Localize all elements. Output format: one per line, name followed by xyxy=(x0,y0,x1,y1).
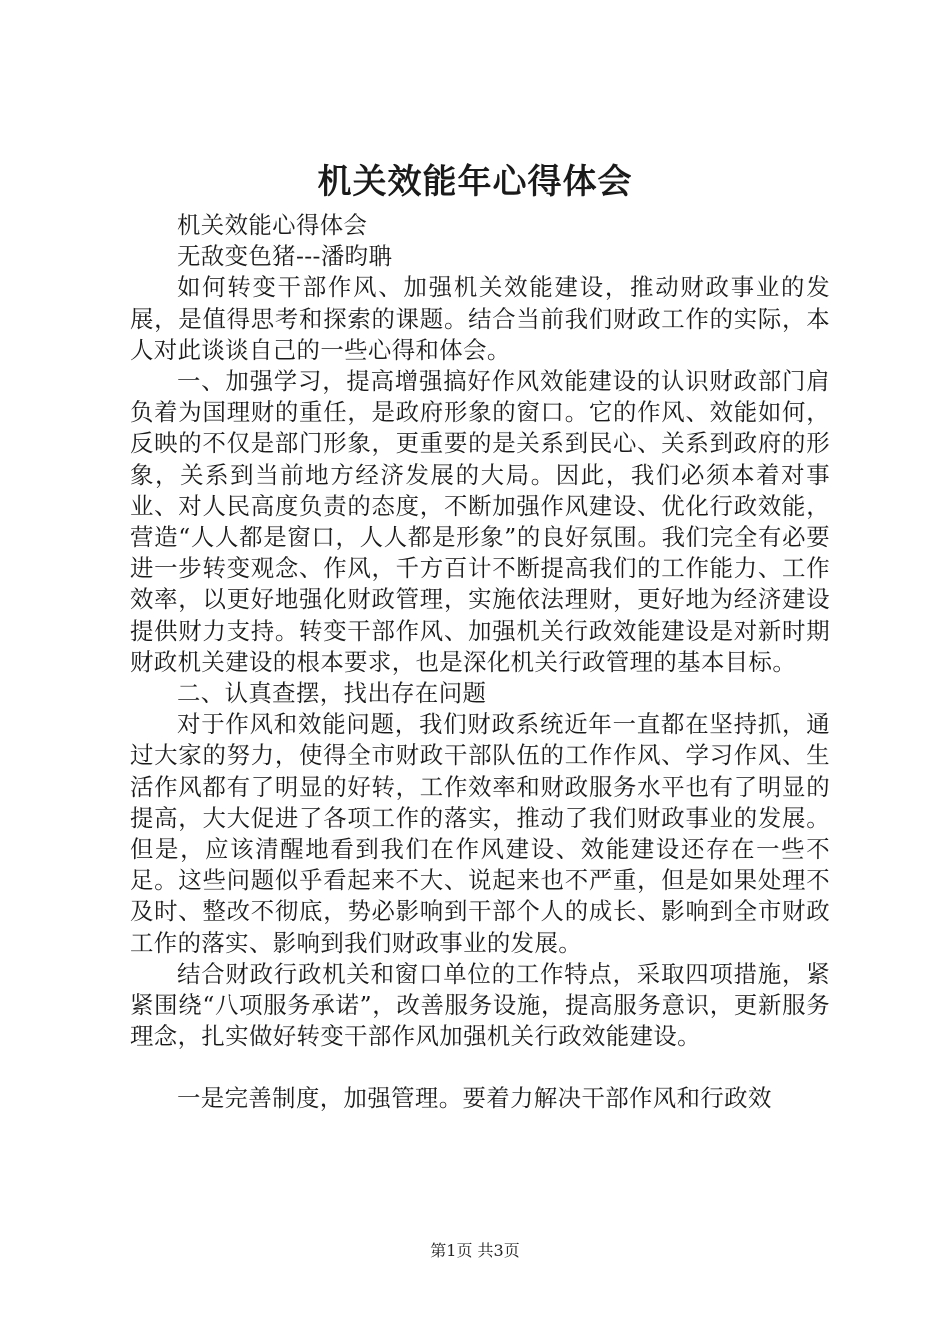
document-title: 机关效能年心得体会 xyxy=(317,162,633,202)
paragraph-measures: 结合财政行政机关和窗口单位的工作特点，采取四项措施，紧紧围绕“八项服务承诺”，改善服务设施，提高服务意识，更新服务理念，扎实做好转变干部作风加强机关行政效能建设。 xyxy=(130,959,830,1051)
paragraph-measure-1: 一是完善制度，加强管理。要着力解决干部作风和行政效 xyxy=(177,1084,772,1113)
paragraph-section-2: 对于作风和效能问题，我们财政系统近年一直都在坚持抓，通过大家的努力，使得全市财政干部队伍的工作作风、学习作风、生活作风都有了明显的好转，工作效率和财政服务水平也有了明显的提高，大大促进了各项工作的落实，推动了我们财政事业的发展。但是，应该清醒地看到我们在作风建设、效能建设还存在一些不足。这些问题似乎看起来不大、说起来也不严重，但是如果处理不及时、整改不彻底，势必影响到干部个人的成长、影响到全市财政工作的落实、影响到我们财政事业的发展。 xyxy=(130,710,830,957)
paragraph-section-2-heading: 二、认真查摆，找出存在问题 xyxy=(177,679,487,708)
paragraph-author: 无敌变色猪---潘昀聃 xyxy=(177,242,393,271)
paragraph-intro: 如何转变干部作风、加强机关效能建设，推动财政事业的发展，是值得思考和探索的课题。结合当前我们财政工作的实际，本人对此谈谈自己的一些心得和体会。 xyxy=(130,273,830,364)
paragraph-subtitle: 机关效能心得体会 xyxy=(177,211,368,239)
paragraph-section-1: 一、加强学习，提高增强搞好作风效能建设的认识财政部门肩负着为国理财的重任，是政府形象的窗口。它的作风、效能如何，反映的不仅是部门形象，更重要的是关系到民心、关系到政府的形象，关系到当前地方经济发展的大局。因此，我们必须本着对事业、对人民高度负责的态度，不断加强作风建设、优化行政效能，营造“人人都是窗口，人人都是形象”的良好氛围。我们完全有必要进一步转变观念、作风，千方百计不断提高我们的工作能力、工作效率，以更好地强化财政管理，实施依法理财，更好地为经济建设提供财力支持。转变干部作风、加强机关行政效能建设是对新时期财政机关建设的根本要求，也是深化机关行政管理的基本目标。 xyxy=(130,367,830,676)
page-number-footer: 第1页 共3页 xyxy=(430,1241,520,1260)
document-body xyxy=(130,210,830,1115)
